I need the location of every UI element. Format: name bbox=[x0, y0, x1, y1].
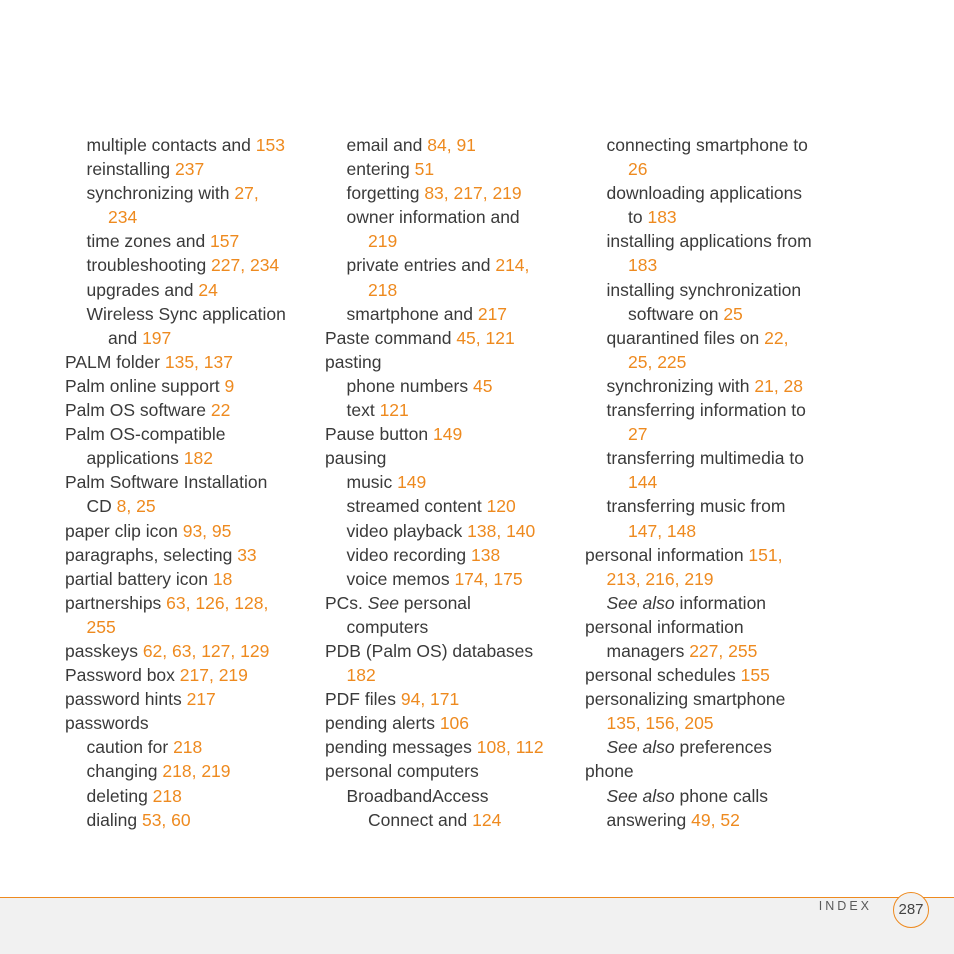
page-number: 287 bbox=[893, 892, 929, 928]
page-reference-link[interactable]: 255 bbox=[86, 616, 116, 637]
index-entry bbox=[585, 326, 840, 350]
index-entry bbox=[65, 543, 315, 567]
page-reference-link[interactable]: 218 bbox=[152, 785, 182, 806]
index-entry bbox=[65, 229, 315, 253]
index-entry-continuation bbox=[65, 205, 315, 229]
index-term-text: personal computers bbox=[325, 761, 479, 782]
index-term-text: pasting bbox=[325, 351, 382, 372]
index-entry-continuation bbox=[585, 470, 840, 494]
page-reference-link[interactable]: 149 bbox=[397, 472, 427, 493]
page-reference-link[interactable]: 182 bbox=[346, 665, 376, 686]
index-term-text: PCs. bbox=[325, 592, 368, 613]
index-entry-continuation bbox=[585, 350, 840, 374]
index-term-text: transferring music from bbox=[606, 496, 786, 517]
index-entry-continuation bbox=[585, 639, 840, 663]
index-term-text: preferences bbox=[674, 737, 772, 758]
page-reference-link[interactable]: 183 bbox=[647, 207, 677, 228]
index-term-text: Pause button bbox=[325, 424, 433, 445]
index-term-text: owner information and bbox=[346, 207, 520, 228]
index-entry-continuation bbox=[585, 302, 840, 326]
index-term-text: and bbox=[108, 327, 143, 348]
index-term-text: pending messages bbox=[325, 737, 477, 758]
index-term-text: pending alerts bbox=[325, 713, 440, 734]
page-reference-link[interactable]: 27 bbox=[628, 424, 648, 445]
index-entry-continuation bbox=[585, 157, 840, 181]
index-entry bbox=[325, 470, 575, 494]
index-entry-continuation bbox=[65, 326, 315, 350]
index-term-text: information bbox=[674, 592, 767, 613]
page-reference-link[interactable]: 24 bbox=[198, 279, 218, 300]
page-reference-link[interactable]: 94, 171 bbox=[400, 689, 460, 710]
cross-reference-label: See also bbox=[606, 592, 675, 613]
page-reference-link[interactable]: 45 bbox=[472, 375, 493, 396]
page-reference-link[interactable]: 138 bbox=[471, 544, 501, 565]
index-term-text: upgrades and bbox=[86, 279, 199, 300]
index-entry bbox=[65, 398, 315, 422]
page-reference-link[interactable]: 93, 95 bbox=[182, 520, 232, 541]
index-entry bbox=[325, 711, 575, 735]
index-entry bbox=[65, 591, 315, 615]
page-reference-link[interactable]: 63, 126, 128, bbox=[166, 592, 269, 613]
index-entry-continuation bbox=[585, 711, 840, 735]
index-entry-continuation bbox=[325, 808, 575, 832]
page-reference-link[interactable]: 182 bbox=[183, 448, 213, 469]
index-entry bbox=[325, 253, 575, 277]
page-reference-link[interactable]: 197 bbox=[142, 327, 172, 348]
page-reference-link[interactable]: 234 bbox=[108, 207, 138, 228]
index-term-text: Connect and bbox=[368, 809, 473, 830]
index-term-text: CD bbox=[86, 496, 117, 517]
index-term-text: PALM folder bbox=[65, 351, 165, 372]
page-reference-link[interactable]: 22, bbox=[764, 327, 789, 348]
page-reference-link[interactable]: 183 bbox=[628, 255, 658, 276]
index-entry-continuation bbox=[325, 615, 575, 639]
page-reference-link[interactable]: 21, 28 bbox=[754, 375, 804, 396]
page-reference-link[interactable]: 138, 140 bbox=[467, 520, 536, 541]
index-term-text: PDB (Palm OS) databases bbox=[325, 640, 534, 661]
index-entry-continuation bbox=[585, 422, 840, 446]
index-term-text: partial battery icon bbox=[65, 568, 213, 589]
page-reference-link[interactable]: 147, 148 bbox=[628, 520, 697, 541]
index-term-text: passkeys bbox=[65, 640, 143, 661]
index-term-text: voice memos bbox=[346, 568, 455, 589]
index-entry bbox=[585, 687, 840, 711]
page-reference-link[interactable]: 53, 60 bbox=[141, 809, 191, 830]
index-term-text: changing bbox=[86, 761, 163, 782]
index-term-text: deleting bbox=[86, 785, 153, 806]
page-reference-link[interactable]: 153 bbox=[255, 135, 285, 155]
index-term-text: smartphone and bbox=[346, 303, 478, 324]
index-entry bbox=[325, 133, 575, 157]
page-reference-link[interactable]: 84, 91 bbox=[427, 135, 476, 155]
page-reference-link[interactable]: 49, 52 bbox=[691, 809, 740, 830]
page-reference-link[interactable]: 9 bbox=[224, 375, 235, 396]
index-entry bbox=[585, 446, 840, 470]
page-reference-link[interactable]: 108, 112 bbox=[476, 737, 544, 758]
index-entry bbox=[65, 278, 315, 302]
index-entry bbox=[325, 543, 575, 567]
page-reference-link[interactable]: 144 bbox=[628, 472, 658, 493]
index-entry bbox=[325, 350, 575, 374]
index-term-text: Paste command bbox=[325, 327, 457, 348]
index-term-text: to bbox=[628, 207, 648, 228]
index-entry bbox=[325, 398, 575, 422]
index-term-text: transferring information to bbox=[606, 400, 806, 421]
page-reference-link[interactable]: 106 bbox=[439, 713, 470, 734]
index-term-text: email and bbox=[346, 135, 428, 155]
page-reference-link[interactable]: 217, 219 bbox=[179, 665, 248, 686]
page-reference-link[interactable]: 174, 175 bbox=[454, 568, 523, 589]
index-term-text: Password box bbox=[65, 665, 180, 686]
index-entry bbox=[325, 205, 575, 229]
section-label: INDEX bbox=[818, 899, 872, 913]
page-reference-link[interactable]: 149 bbox=[433, 424, 463, 445]
index-entry bbox=[585, 615, 840, 639]
index-term-text: Palm Software Installation bbox=[65, 472, 268, 493]
index-term-text: private entries and bbox=[346, 255, 496, 276]
index-entry bbox=[65, 519, 315, 543]
index-entry-continuation bbox=[65, 494, 315, 518]
index-column-1 bbox=[65, 133, 315, 832]
page-reference-link[interactable]: 217 bbox=[477, 303, 508, 324]
page-reference-link[interactable]: 151, bbox=[748, 544, 783, 565]
index-term-text: personal information bbox=[585, 544, 749, 565]
page-reference-link[interactable]: 227, 255 bbox=[689, 640, 758, 661]
index-entry-continuation bbox=[65, 615, 315, 639]
index-entry bbox=[65, 711, 315, 735]
index-entry bbox=[585, 398, 840, 422]
index-entry bbox=[325, 494, 575, 518]
index-entry bbox=[585, 784, 840, 808]
page-reference-link[interactable]: 83, 217, 219 bbox=[424, 183, 522, 204]
index-entry bbox=[585, 278, 840, 302]
index-entry-continuation bbox=[325, 229, 575, 253]
index-term-text: paper clip icon bbox=[65, 520, 183, 541]
index-term-text: installing synchronization bbox=[606, 279, 802, 300]
index-term-text: Palm OS software bbox=[65, 400, 211, 421]
index-column-2 bbox=[325, 133, 575, 832]
index-term-text: reinstalling bbox=[86, 159, 176, 180]
index-column-3 bbox=[585, 133, 840, 832]
index-term-text: phone numbers bbox=[346, 375, 473, 396]
index-entry bbox=[585, 543, 840, 567]
index-entry bbox=[325, 639, 575, 663]
index-term-text: troubleshooting bbox=[86, 255, 212, 276]
index-entry bbox=[65, 422, 315, 446]
index-term-text: text bbox=[346, 400, 380, 421]
index-entry bbox=[325, 422, 575, 446]
index-entry bbox=[325, 446, 575, 470]
index-term-text: video recording bbox=[346, 544, 472, 565]
index-term-text: Wireless Sync application bbox=[86, 303, 286, 324]
index-term-text: PDF files bbox=[325, 689, 401, 710]
index-term-text: downloading applications bbox=[606, 183, 803, 204]
page-reference-link[interactable]: 214, bbox=[495, 255, 530, 276]
page-reference-link[interactable]: 62, 63, 127, 129 bbox=[142, 640, 270, 661]
index-entry bbox=[65, 567, 315, 591]
index-entry bbox=[585, 374, 840, 398]
page-reference-link[interactable]: 218 bbox=[368, 279, 398, 300]
index-entry bbox=[585, 735, 840, 759]
index-entry bbox=[65, 302, 315, 326]
page-reference-link[interactable]: 33 bbox=[237, 544, 257, 565]
index-term-text: software on bbox=[628, 303, 724, 324]
index-entry-continuation bbox=[65, 446, 315, 470]
index-term-text: connecting smartphone to bbox=[606, 135, 808, 155]
index-entry bbox=[325, 181, 575, 205]
index-term-text: paragraphs, selecting bbox=[65, 544, 238, 565]
index-entry bbox=[65, 181, 315, 205]
index-entry bbox=[325, 735, 575, 759]
index-entry bbox=[325, 326, 575, 350]
index-term-text: entering bbox=[346, 159, 415, 180]
page-reference-link[interactable]: 218, 219 bbox=[162, 761, 231, 782]
index-entry bbox=[585, 663, 840, 687]
index-term-text: Palm OS-compatible bbox=[65, 424, 226, 445]
index-term-text: quarantined files on bbox=[606, 327, 765, 348]
index-entry bbox=[65, 735, 315, 759]
index-entry bbox=[585, 494, 840, 518]
index-term-text: transferring multimedia to bbox=[606, 448, 804, 469]
index-entry bbox=[65, 374, 315, 398]
index-entry bbox=[65, 808, 315, 832]
index-entry bbox=[585, 133, 840, 157]
index-entry-continuation bbox=[585, 567, 840, 591]
index-entry bbox=[65, 157, 315, 181]
index-term-text: BroadbandAccess bbox=[346, 785, 489, 806]
index-term-text: Palm online support bbox=[65, 375, 225, 396]
index-entry bbox=[65, 663, 315, 687]
index-term-text: applications bbox=[86, 448, 184, 469]
index-term-text: answering bbox=[606, 809, 692, 830]
index-term-text: synchronizing with bbox=[606, 375, 755, 396]
index-entry bbox=[325, 759, 575, 783]
index-entry bbox=[65, 133, 315, 157]
index-entry bbox=[325, 567, 575, 591]
index-term-text: forgetting bbox=[346, 183, 425, 204]
index-entry bbox=[325, 519, 575, 543]
index-entry bbox=[325, 591, 575, 615]
index-entry-continuation bbox=[585, 519, 840, 543]
index-term-text: music bbox=[346, 472, 398, 493]
index-entry bbox=[585, 759, 840, 783]
index-entry bbox=[65, 253, 315, 277]
index-entry-continuation bbox=[585, 253, 840, 277]
index-term-text: caution for bbox=[86, 737, 174, 758]
page-reference-link[interactable]: 120 bbox=[486, 496, 516, 517]
index-term-text: personalizing smartphone bbox=[585, 689, 786, 710]
cross-reference-label: See also bbox=[606, 737, 675, 758]
index-entry bbox=[65, 350, 315, 374]
page-reference-link[interactable]: 155 bbox=[740, 665, 770, 686]
index-entry bbox=[585, 181, 840, 205]
index-entry bbox=[585, 229, 840, 253]
page-reference-link[interactable]: 121 bbox=[379, 400, 409, 421]
cross-reference-label: See also bbox=[606, 785, 675, 806]
page-reference-link[interactable]: 218 bbox=[173, 737, 203, 758]
index-entry bbox=[325, 784, 575, 808]
index-term-text: phone bbox=[585, 761, 634, 782]
index-term-text: video playback bbox=[346, 520, 468, 541]
index-term-text: personal information bbox=[585, 616, 744, 637]
index-term-text: personal bbox=[398, 592, 471, 613]
index-term-text: multiple contacts and bbox=[86, 135, 256, 155]
page-reference-link[interactable]: 217 bbox=[186, 689, 216, 710]
index-entry bbox=[65, 687, 315, 711]
index-term-text: streamed content bbox=[346, 496, 487, 517]
page-reference-link[interactable]: 237 bbox=[175, 159, 205, 180]
page-reference-link[interactable]: 135, 156, 205 bbox=[606, 713, 714, 734]
page-reference-link[interactable]: 124 bbox=[472, 809, 502, 830]
index-entry-continuation bbox=[325, 278, 575, 302]
page-reference-link[interactable]: 51 bbox=[414, 159, 435, 180]
page-reference-link[interactable]: 27, bbox=[234, 183, 259, 204]
index-term-text: partnerships bbox=[65, 592, 167, 613]
page-reference-link[interactable]: 219 bbox=[368, 231, 398, 252]
index-entry bbox=[325, 302, 575, 326]
index-term-text: computers bbox=[346, 616, 429, 637]
page-reference-link[interactable]: 18 bbox=[212, 568, 233, 589]
page-reference-link[interactable]: 25, 225 bbox=[628, 351, 687, 372]
index-term-text: dialing bbox=[86, 809, 142, 830]
index-entry bbox=[65, 639, 315, 663]
index-term-text: passwords bbox=[65, 713, 149, 734]
page-reference-link[interactable]: 157 bbox=[210, 231, 240, 252]
index-entry bbox=[65, 759, 315, 783]
index-entry bbox=[65, 470, 315, 494]
index-entry bbox=[65, 784, 315, 808]
index-entry bbox=[325, 687, 575, 711]
index-entry bbox=[585, 591, 840, 615]
index-term-text: synchronizing with bbox=[86, 183, 235, 204]
index-entry-continuation bbox=[325, 663, 575, 687]
page-reference-link[interactable]: 26 bbox=[628, 159, 648, 180]
page-reference-link[interactable]: 8, 25 bbox=[116, 496, 156, 517]
index-term-text: managers bbox=[606, 640, 690, 661]
index-term-text: phone calls bbox=[674, 785, 769, 806]
index-term-text: pausing bbox=[325, 448, 387, 469]
page-reference-link[interactable]: 227, 234 bbox=[211, 255, 280, 276]
index-term-text: password hints bbox=[65, 689, 187, 710]
index-term-text: installing applications from bbox=[606, 231, 812, 252]
page-reference-link[interactable]: 22 bbox=[210, 400, 231, 421]
index-entry bbox=[325, 374, 575, 398]
page-reference-link[interactable]: 213, 216, 219 bbox=[606, 568, 714, 589]
page-reference-link[interactable]: 25 bbox=[723, 303, 743, 324]
page-reference-link[interactable]: 45, 121 bbox=[456, 327, 515, 348]
index-term-text: time zones and bbox=[86, 231, 211, 252]
index-term-text: personal schedules bbox=[585, 665, 741, 686]
index-entry bbox=[585, 808, 840, 832]
page-reference-link[interactable]: 135, 137 bbox=[164, 351, 233, 372]
index-entry-continuation bbox=[585, 205, 840, 229]
index-entry bbox=[325, 157, 575, 181]
cross-reference-label: See bbox=[367, 592, 399, 613]
